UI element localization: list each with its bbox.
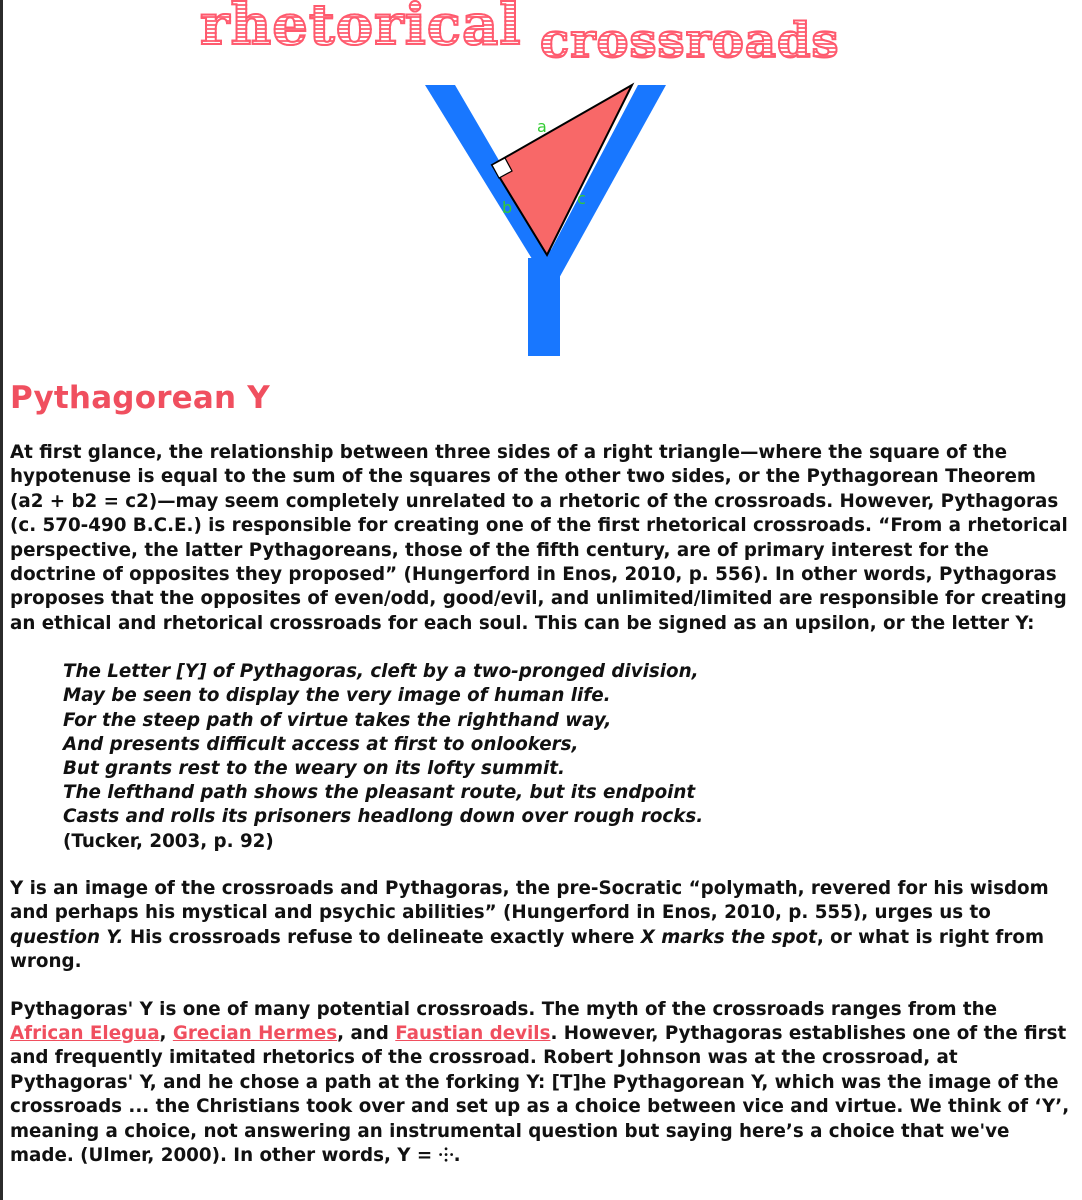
para3-text-1: Pythagoras' Y is one of many potential crossroads. The myth of the crossroads ranges from the [10, 998, 998, 1020]
poem-line: Casts and rolls its prisoners headlong down over rough rocks. [63, 806, 704, 828]
poem-line: May be seen to display the very image of human life. [63, 685, 611, 707]
side-label-b: b [502, 198, 513, 217]
para2-text-3: , or what is right from wrong. [10, 926, 1044, 973]
grecian-hermes-link[interactable]: Grecian Hermes [172, 1022, 338, 1044]
para3-separator-1: , [159, 1022, 173, 1044]
faustian-devils-link[interactable]: Faustian devils [395, 1022, 551, 1044]
poem-line: The Letter [Y] of Pythagoras, cleft by a two-pronged division, [63, 661, 699, 683]
poem-line: But grants rest to the weary on its lofty summit. [63, 758, 565, 780]
article-content [10, 380, 1070, 1168]
y-stem [528, 258, 560, 356]
side-label-a: a [537, 117, 547, 136]
para2-emphasis-question-y: question Y. [10, 926, 124, 948]
poem-line: The lefthand path shows the pleasant route, but its endpoint [63, 782, 696, 804]
para2-emphasis-x-marks: X marks the spot [640, 926, 817, 948]
african-elegua-link[interactable]: African Elegua [10, 1022, 160, 1044]
y-crossroads-paragraph [10, 877, 1070, 975]
poem-blockquote [63, 660, 1070, 854]
logo-word-rhetorical[interactable]: rhetorical [200, 0, 522, 58]
poem-line: For the steep path of virtue takes the righthand way, [63, 709, 612, 731]
poem-line: And presents difficult access at first to onlookers, [63, 733, 579, 755]
poem-citation: (Tucker, 2003, p. 92) [63, 830, 274, 852]
para2-text-1: Y is an image of the crossroads and Pythagoras, the pre-Socratic “polymath, revered for his wisdom and perhaps his mystical and psychic abilities” (Hungerford in Enos, 2010, p. 555), urges us to [10, 877, 1049, 924]
para2-text-2: His crossroads refuse to delineate exactly where [123, 926, 641, 948]
many-crossroads-paragraph [10, 998, 1070, 1169]
para3-separator-2: , and [337, 1022, 396, 1044]
logo-word-crossroads[interactable]: crossroads [540, 13, 840, 69]
site-header [0, 0, 1082, 365]
intro-paragraph: At first glance, the relationship between three sides of a right triangle—where the square of the hypotenuse is equal to the sum of the squares of the other two sides, or the Pythagorean Theorem (a2 + b2 = c2)—may seem completely unrelated to a rhetoric of the crossroads. However, Pythagoras (c. 570-490 B.C.E.) is responsible for creating one of the first rhetorical crossroads. “From a rhetorical perspective, the latter Pythagoreans, those of the fifth century, are of primary interest for the doctrine of opposites they proposed” (Hungerford in Enos, 2010, p. 556). In other words, Pythagoras proposes that the opposites of even/odd, good/evil, and unlimited/limited are responsible for creating an ethical and rhetorical crossroads for each soul. This can be signed as an upsilon, or the letter Y: [10, 442, 1068, 634]
page-title: Pythagorean Y [10, 380, 270, 416]
side-label-c: c [577, 189, 586, 208]
pythagorean-y-figure [420, 80, 680, 360]
para3-text-2: . However, Pythagoras establishes one of the first and frequently imitated rhetorics of the crossroad. Robert Johnson was at the crossroad, at Pythagoras' Y, and he chose a path at the forking Y: [T]he Pythagorean Y, which was the image of the crossroads ... the Christians took over and set up as a choice between vice and virtue. We think of ‘Y’, meaning a choice, not answering an instrumental question but saying here’s a choice that we've made. (Ulmer, 2000). In other words, Y = ⸭. [10, 1022, 1070, 1166]
